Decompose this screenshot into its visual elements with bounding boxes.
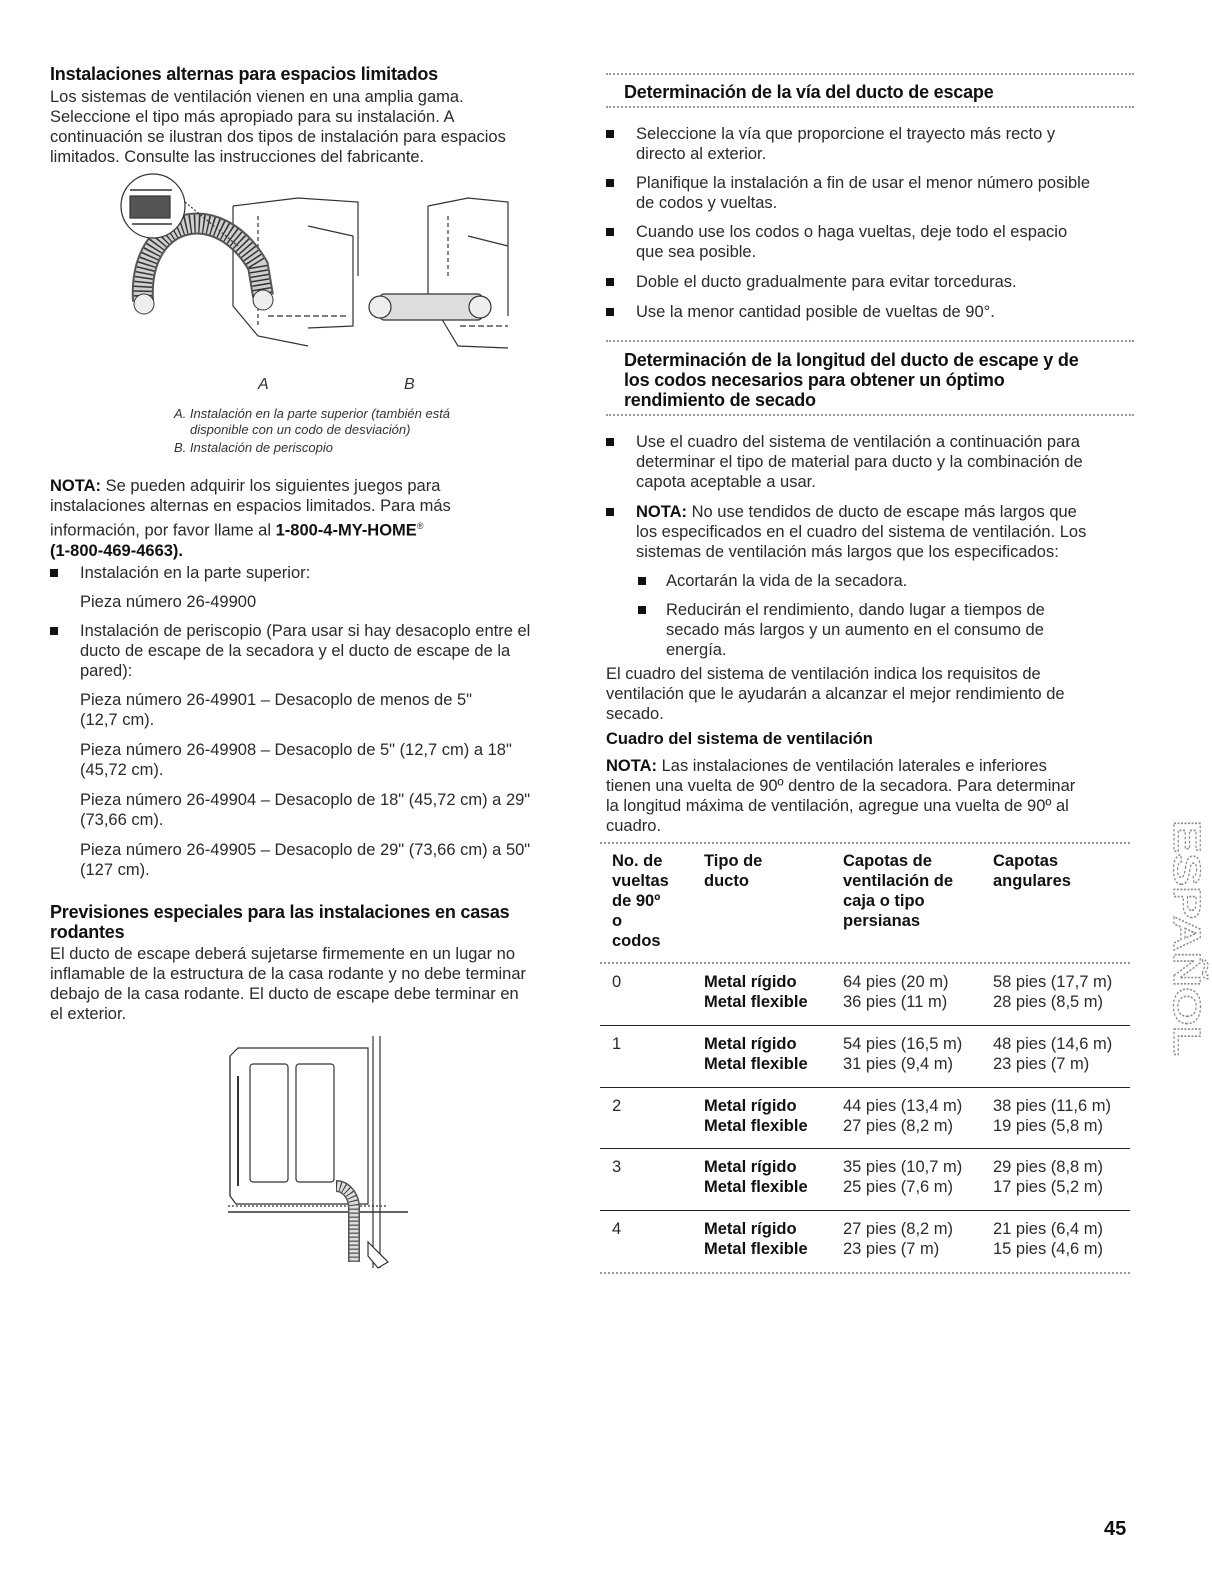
registered-mark: ® bbox=[416, 521, 424, 531]
part-26-49901: Pieza número 26-49901 – Desacoplo de menos de 5" (12,7 cm). bbox=[80, 691, 473, 729]
row-4-vueltas: 4 bbox=[612, 1220, 622, 1238]
text-line: Los sistemas de ventilación vienen en una amplia gama. bbox=[50, 88, 464, 106]
bullet-planifique: Planifique la instalación a fin de usar el menor número posible de codos y vueltas. bbox=[606, 173, 1134, 213]
table-row-rule bbox=[600, 1087, 1130, 1088]
row-4-caja: 27 pies (8,2 m) 23 pies (7 m) bbox=[843, 1220, 954, 1258]
row-3-tipo: Metal rígido Metal flexible bbox=[704, 1158, 808, 1196]
section-title-casas-rodantes: Previsiones especiales para las instalaciones en casas rodantes bbox=[50, 902, 510, 942]
header-capotas-angulares: Capotas angulares bbox=[993, 852, 1071, 890]
divider-dotted bbox=[606, 73, 1134, 75]
figure-caption-a2: disponible con un codo de desviación) bbox=[190, 422, 411, 437]
text-line: continuación se ilustran dos tipos de instalación para espacios bbox=[50, 128, 506, 146]
text-line: Seleccione el tipo más apropiado para su instalación. A bbox=[50, 108, 455, 126]
sub-bullet-reduciran: Reducirán el rendimiento, dando lugar a tiempos de secado más largos y un aumento en el consumo de energía. bbox=[606, 600, 1134, 660]
table-row-rule bbox=[600, 1210, 1130, 1211]
divider-dotted bbox=[606, 414, 1134, 416]
text-line: limitados. Consulte las instrucciones del fabricante. bbox=[50, 148, 425, 166]
phone-number: 1-800-4-MY-HOME bbox=[275, 521, 417, 540]
intro-paragraph bbox=[50, 87, 572, 167]
part-number-26-49900: Pieza número 26-49900 bbox=[80, 593, 257, 611]
text-line: instalaciones alternas en espacios limitados. Para más bbox=[50, 497, 451, 515]
text-line: Instalación de periscopio (Para usar si hay desacoplo entre el bbox=[80, 622, 531, 640]
cuadro-title: Cuadro del sistema de ventilación bbox=[606, 730, 873, 748]
part-26-49904: Pieza número 26-49904 – Desacoplo de 18" (45,72 cm) a 29" (73,66 cm). bbox=[80, 791, 531, 829]
nota-kits bbox=[50, 476, 572, 561]
table-bottom-rule bbox=[600, 1272, 1130, 1274]
header-capotas-caja: Capotas de ventilación de caja o tipo persianas bbox=[843, 852, 954, 930]
row-1-caja: 54 pies (16,5 m) 31 pies (9,4 m) bbox=[843, 1035, 963, 1073]
bullet-menor-cantidad: Use la menor cantidad posible de vueltas de 90°. bbox=[606, 302, 1134, 322]
page-number: 45 bbox=[1104, 1518, 1127, 1540]
row-2-angulares: 38 pies (11,6 m) 19 pies (5,8 m) bbox=[993, 1097, 1111, 1135]
row-2-tipo: Metal rígido Metal flexible bbox=[704, 1097, 808, 1135]
row-0-caja: 64 pies (20 m) 36 pies (11 m) bbox=[843, 973, 949, 1011]
row-2-caja: 44 pies (13,4 m) 27 pies (8,2 m) bbox=[843, 1097, 963, 1135]
row-0-tipo: Metal rígido Metal flexible bbox=[704, 973, 808, 1011]
bullet-codos-vueltas: Cuando use los codos o haga vueltas, deje todo el espacio que sea posible. bbox=[606, 222, 1134, 262]
row-2-vueltas: 2 bbox=[612, 1097, 622, 1115]
table-row-rule bbox=[600, 1148, 1130, 1149]
part-26-49908: Pieza número 26-49908 – Desacoplo de 5" (12,7 cm) a 18" (45,72 cm). bbox=[80, 741, 512, 779]
header-tipo-ducto: Tipo de ducto bbox=[704, 852, 763, 890]
figure-caption-b: B. Instalación de periscopio bbox=[174, 440, 333, 455]
language-side-tab bbox=[1146, 820, 1207, 1056]
bullet-periscopio bbox=[50, 621, 572, 681]
section-title-alternas: Instalaciones alternas para espacios limitados bbox=[50, 64, 438, 84]
text-line: Se pueden adquirir los siguientes juegos para bbox=[101, 477, 441, 495]
row-4-angulares: 21 pies (6,4 m) 15 pies (4,6 m) bbox=[993, 1220, 1104, 1258]
section-title-longitud-ducto: Determinación de la longitud del ducto de escape y de los codos necesarios para obtener un óptimo rendimiento de secado bbox=[624, 350, 1079, 410]
nota-label: NOTA: bbox=[50, 477, 102, 495]
figure-b-dryer bbox=[428, 198, 508, 348]
figure-label-a: A bbox=[258, 376, 269, 393]
text-line: ducto de escape de la secadora y el ducto de escape de la bbox=[80, 642, 511, 660]
figure-caption-a1: A. Instalación en la parte superior (también está bbox=[174, 406, 451, 421]
text-line: información, por favor llame al bbox=[50, 521, 276, 540]
row-3-angulares: 29 pies (8,8 m) 17 pies (5,2 m) bbox=[993, 1158, 1104, 1196]
divider-dotted bbox=[606, 106, 1134, 108]
table-header-rule bbox=[600, 962, 1130, 964]
row-0-angulares: 58 pies (17,7 m) 28 pies (8,5 m) bbox=[993, 973, 1113, 1011]
figure-label-b: B bbox=[404, 376, 415, 393]
figure-mobile-home-dryer bbox=[218, 1036, 408, 1272]
section-title-via-ducto: Determinación de la vía del ducto de escape bbox=[624, 82, 994, 102]
phone-number-digits: (1-800-469-4663). bbox=[50, 541, 183, 560]
language-side-tab-text: ESPAÑOL bbox=[1165, 820, 1207, 1001]
row-3-caja: 35 pies (10,7 m) 25 pies (7,6 m) bbox=[843, 1158, 963, 1196]
header-vueltas: No. de vueltas de 90º o codos bbox=[612, 852, 669, 950]
row-1-angulares: 48 pies (14,6 m) 23 pies (7 m) bbox=[993, 1035, 1113, 1073]
divider-dotted bbox=[606, 340, 1134, 342]
row-3-vueltas: 3 bbox=[612, 1158, 622, 1176]
bullet-nota-tendidos: NOTA: No use tendidos de ducto de escape más largos que los especificados en el cuadro del sistema de ventilación. Los sistemas de ventilación más largos que los especificados: bbox=[606, 502, 1134, 562]
part-26-49905: Pieza número 26-49905 – Desacoplo de 29" (73,66 cm) a 50" (127 cm). bbox=[80, 841, 531, 879]
cuadro-nota: NOTA: Las instalaciones de ventilación laterales e inferiores tienen una vuelta de 90º dentro de la secadora. Para determinar la longitud máxima de ventilación, agregue una vuelta de 90º al cuadro. bbox=[606, 757, 1076, 835]
bullet-doble-gradualmente: Doble el ducto gradualmente para evitar torceduras. bbox=[606, 272, 1134, 292]
cuadro-intro-paragraph: El cuadro del sistema de ventilación indica los requisitos de ventilación que le ayudarán a alcanzar el mejor rendimiento de secado. bbox=[606, 665, 1065, 723]
row-0-vueltas: 0 bbox=[612, 973, 622, 991]
figure-b-periscope-duct bbox=[369, 294, 491, 320]
row-4-tipo: Metal rígido Metal flexible bbox=[704, 1220, 808, 1258]
bullet-via-recta: Seleccione la vía que proporcione el trayecto más recto y directo al exterior. bbox=[606, 124, 1134, 164]
table-top-rule bbox=[600, 842, 1130, 844]
casas-rodantes-paragraph: El ducto de escape deberá sujetarse firmemente en un lugar no inflamable de la estructura de la casa rodante y no debe terminar debajo de la casa rodante. El ducto de escape debe terminar en el exterior. bbox=[50, 945, 527, 1023]
figure-alternate-installations bbox=[108, 176, 528, 366]
table-row-rule bbox=[600, 1025, 1130, 1026]
sub-bullet-acortaran: Acortarán la vida de la secadora. bbox=[606, 571, 1134, 591]
text-line: pared): bbox=[80, 662, 133, 680]
bullet-use-cuadro: Use el cuadro del sistema de ventilación a continuación para determinar el tipo de material para ducto y la combinación de capota aceptable a usar. bbox=[606, 432, 1134, 492]
row-1-tipo: Metal rígido Metal flexible bbox=[704, 1035, 808, 1073]
bullet-superior: Instalación en la parte superior: bbox=[50, 563, 572, 583]
row-1-vueltas: 1 bbox=[612, 1035, 622, 1053]
